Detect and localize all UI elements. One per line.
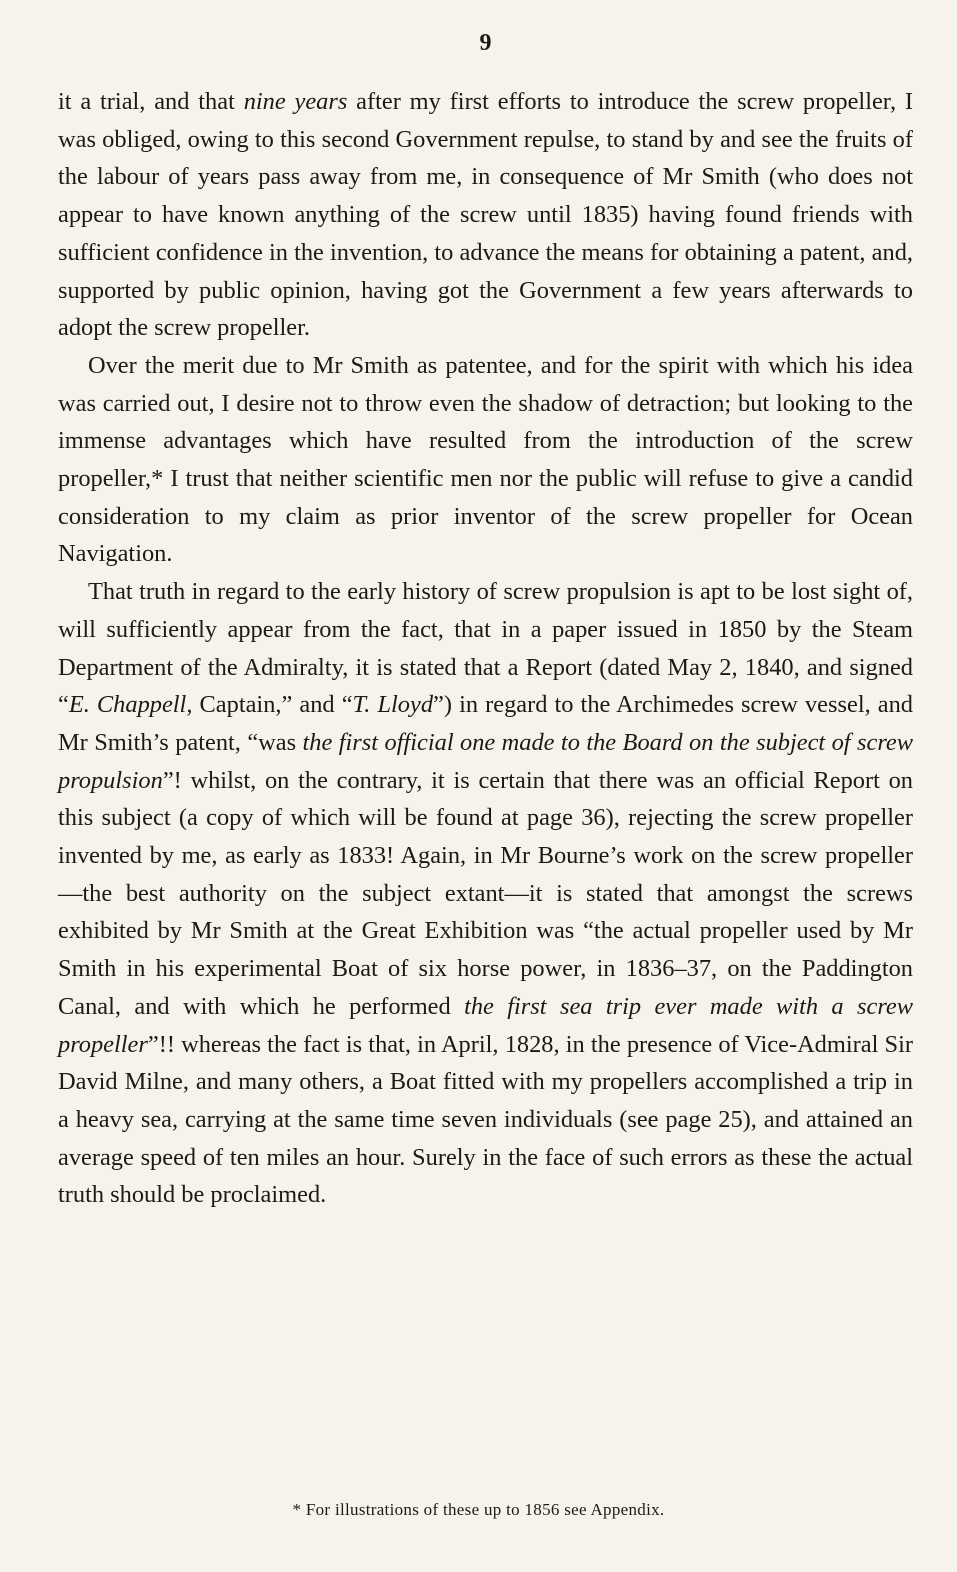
italic-text: the first official one made to the Board on the subject of screw propulsion	[58, 728, 913, 794]
text-run: ”) in regard to the Archimedes screw vessel, and Mr Smith’s patent, “was	[58, 691, 913, 756]
italic-text: T. Lloyd	[352, 691, 434, 719]
paragraph	[58, 573, 913, 1214]
italic-text: the first sea trip ever made with a screw propeller	[58, 992, 914, 1058]
footnote: * For illustrations of these up to 1856 see Appendix.	[292, 1500, 665, 1519]
text-run: ”! whilst, on the contrary, it is certain that there was an official Report on this subject (a copy of which will be found at page 36), rejecting the screw propeller invented by me, as early as 1833! Again, in Mr Bourne’s work on the screw propeller—the best authority on the subject extant—it is stated that amongst the screws exhibited by Mr Smith at the Great Exhibition was “the actual propeller used by Mr Smith in his experimental Boat of six horse power, in 1836–37, on the Paddington Canal, and with which he performed	[58, 766, 913, 1020]
italic-text: nine years	[243, 88, 348, 115]
paragraph	[58, 83, 913, 347]
italic-text: E. Chappell,	[68, 691, 193, 719]
paragraph	[58, 347, 913, 573]
text-run: Captain,” and “	[192, 691, 353, 719]
text-run: That truth in regard to the early history of screw propulsion is apt to be lost sight of, will sufficiently appear from the fact, that in a paper issued in 1850 by the Steam Department of the Admiralty, it is stated that a Report (dated May 2, 1840, and signed “	[58, 578, 913, 719]
body-text	[58, 83, 913, 1214]
text-run: ”!! whereas the fact is that, in April, 1828, in the presence of Vice-Admiral Sir David Milne, and many others, a Boat fitted with my propellers accomplished a trip in a heavy sea, carrying at the same time seven individuals (see page 25), and attained an average speed of ten miles an hour. Surely in the face of such errors as these the actual truth should be proclaimed.	[58, 1030, 913, 1209]
text-run: it a trial, and that	[58, 88, 244, 115]
text-run: Over the merit due to Mr Smith as patentee, and for the spirit with which his idea was carried out, I desire not to throw even the shadow of detraction; but looking to the immense advantages which have resulted from the introduction of the screw propeller,* I trust that neither scientific men nor the public will refuse to give a candid consideration to my claim as prior inventor of the screw propeller for Ocean Navigation.	[58, 351, 913, 568]
page-number: 9	[479, 30, 492, 56]
text-run: after my first efforts to introduce the screw propeller, I was obliged, owing to this second Government repulse, to stand by and see the fruits of the labour of years pass away from me, in consequence of Mr Smith (who does not appear to have known anything of the screw until 1835) having found friends with sufficient confidence in the invention, to advance the means for obtaining a patent, and, supported by public opinion, having got the Government a few years afterwards to adopt the screw propeller.	[58, 88, 913, 342]
